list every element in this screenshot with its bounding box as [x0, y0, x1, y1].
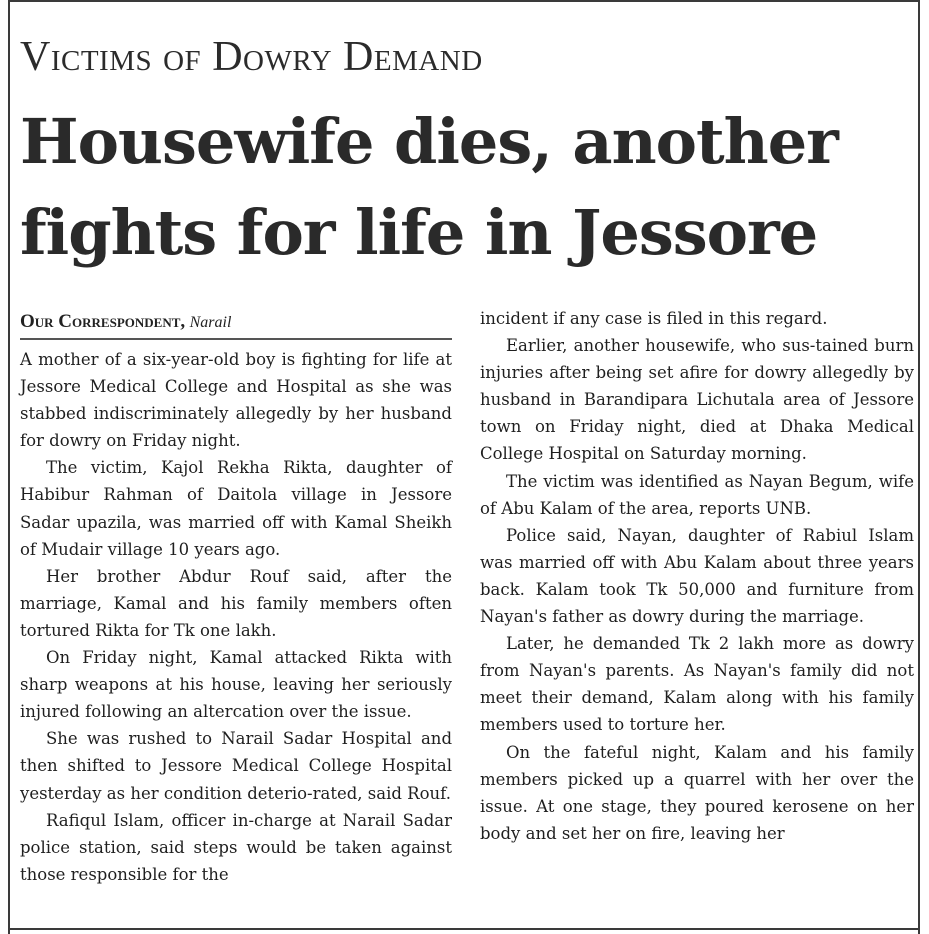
left-column	[20, 346, 452, 888]
paragraph: Later, he demanded Tk 2 lakh more as dowry from Nayan's parents. As Nayan's family did not meet their demand, Kalam along with his family members used to torture her.	[480, 634, 914, 735]
paragraph: She was rushed to Narail Sadar Hospital and then shifted to Jessore Medical College Hospital yesterday as her condition deterio-rated, said Rouf.	[20, 729, 452, 803]
paragraph: Police said, Nayan, daughter of Rabiul Islam was married off with Abu Kalam about three years back. Kalam took Tk 50,000 and furniture from Nayan's father as dowry during the marriage.	[480, 525, 914, 627]
byline-divider	[20, 338, 452, 340]
frame-bottom-border	[8, 928, 920, 930]
byline-name: Our Correspondent,	[20, 311, 186, 332]
paragraph: Earlier, another housewife, who sus-tained burn injuries after being set afire for dowry allegedly by husband in Barandipara Lichutala area of Jessore town on Friday night, died at Dhaka Medical College Hospital on Saturday morning.	[480, 336, 914, 464]
frame-left-border	[8, 0, 10, 934]
paragraph-continuation: incident if any case is filed in this regard.	[480, 309, 828, 328]
paragraph: The victim was identified as Nayan Begum, wife of Abu Kalam of the area, reports UNB.	[480, 471, 914, 518]
paragraph: On Friday night, Kamal attacked Rikta with sharp weapons at his house, leaving her seriously injured following an altercation over the issue.	[20, 648, 452, 722]
right-column	[480, 305, 914, 847]
paragraph: Her brother Abdur Rouf said, after the marriage, Kamal and his family members often tortured Rikta for Tk one lakh.	[20, 566, 452, 640]
headline: Housewife dies, another fights for life in Jessore	[20, 105, 838, 269]
byline	[20, 310, 450, 334]
paragraph: Rafiqul Islam, officer in-charge at Narail Sadar police station, said steps would be taken against those responsible for the	[20, 810, 452, 884]
frame-top-border	[8, 0, 918, 2]
kicker-heading: Victims of Dowry Demand	[20, 34, 483, 80]
paragraph: A mother of a six-year-old boy is fighting for life at Jessore Medical College and Hospital as she was stabbed indiscriminately allegedly by her husband for dowry on Friday night.	[20, 350, 452, 451]
paragraph: The victim, Kajol Rekha Rikta, daughter of Habibur Rahman of Daitola village in Jessore Sadar upazila, was married off with Kamal Sheikh of Mudair village 10 years ago.	[20, 458, 452, 559]
paragraph: On the fateful night, Kalam and his family members picked up a quarrel with her over the issue. At one stage, they poured kerosene on her body and set her on fire, leaving her	[480, 742, 914, 843]
byline-place: Narail	[189, 314, 232, 331]
